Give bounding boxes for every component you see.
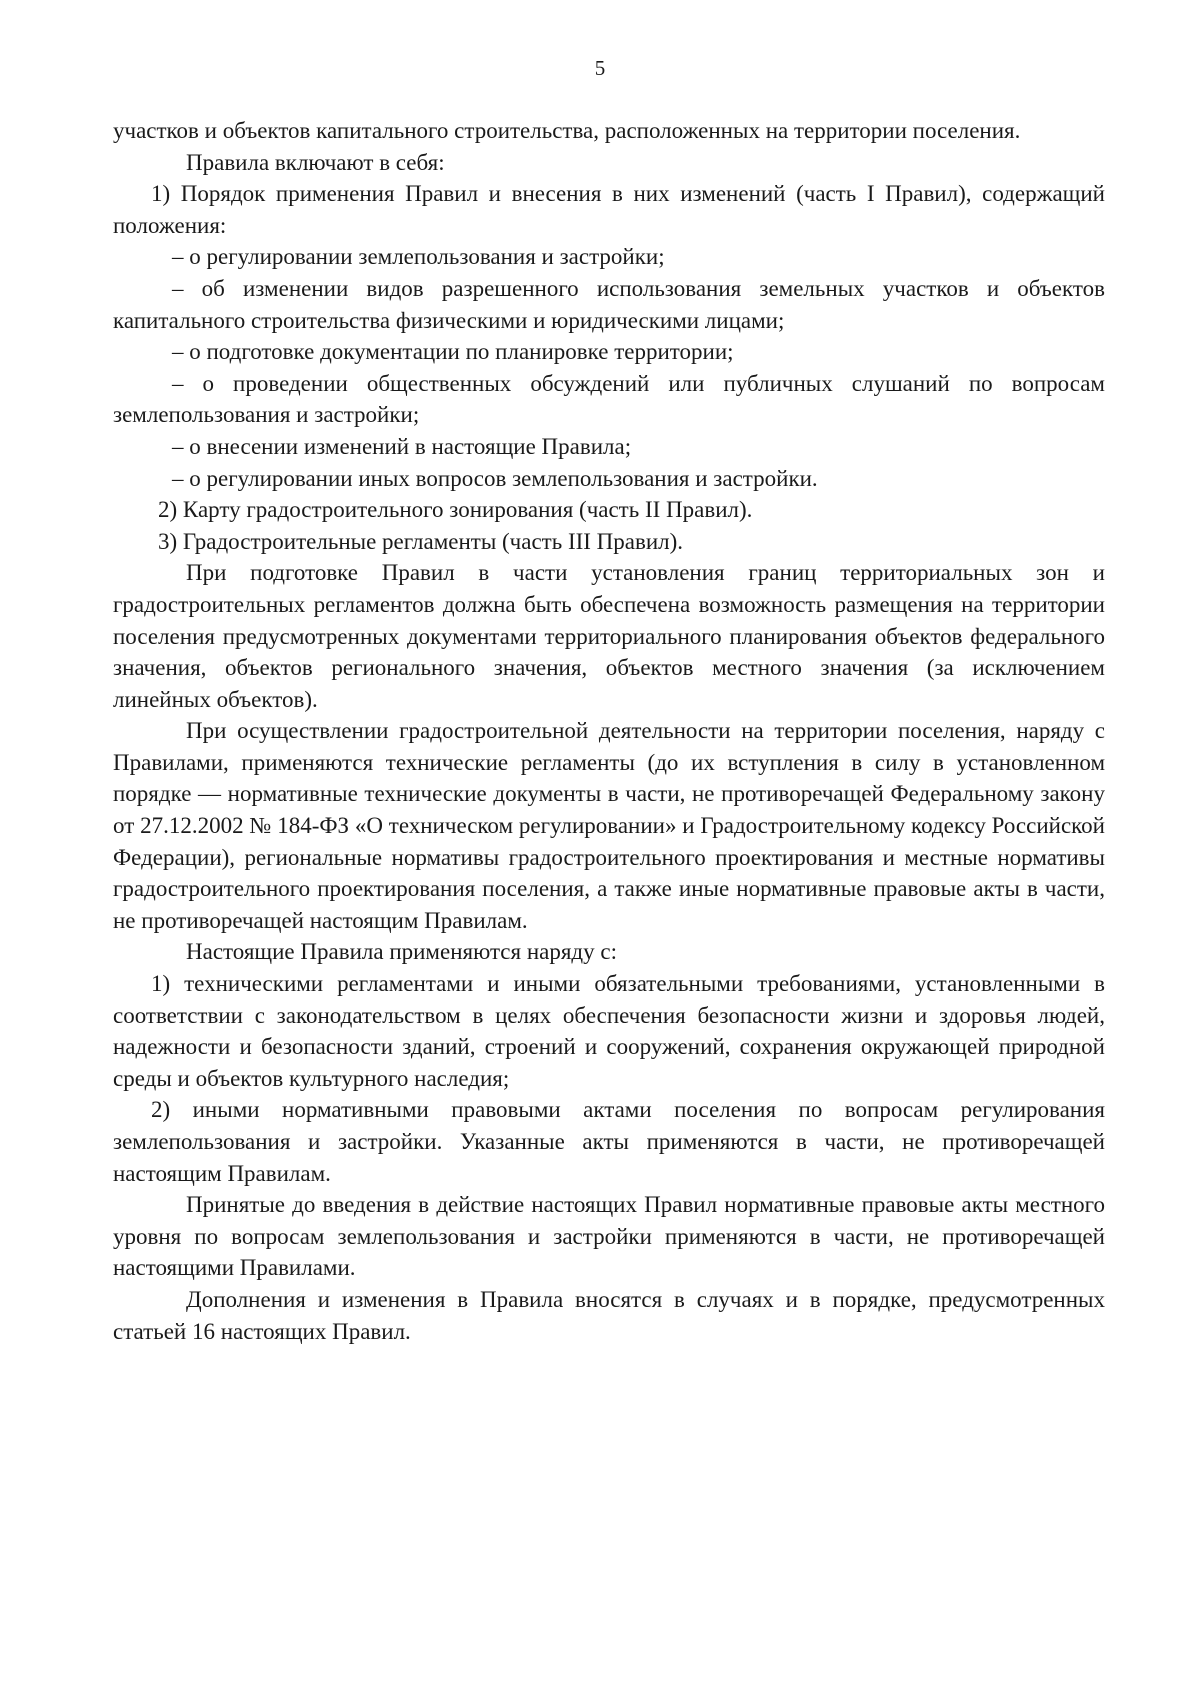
paragraph-continuation: участков и объектов капитального строительства, расположенных на территории поселения.	[113, 118, 1021, 143]
dash-item-amendments: – о внесении изменений в настоящие Правила;	[172, 433, 632, 459]
list-item-part-2: 2) Карту градостроительного зонирования (часть II Правил).	[158, 497, 753, 523]
list-item-other-acts: 2) иными нормативными правовыми актами поселения по вопросам регулирования землепользования и застройки. Указанные акты применяются в части, не противоречащей настоящим Правилам.	[113, 1097, 1105, 1186]
dash-item-public-hearings: – о проведении общественных обсуждений или публичных слушаний по вопросам землепользования и застройки;	[113, 370, 1105, 428]
paragraph-preparation: При подготовке Правил в части установления границ территориальных зон и градостроительных регламентов должна быть обеспечена возможность размещения на территории поселения предусмотренных документами территориального планирования объектов федерального значения, объектов регионального значения, объектов местного значения (за исключением линейных объектов).	[113, 560, 1105, 712]
paragraph-implementation: При осуществлении градостроительной деятельности на территории поселения, наряду с Правилами, применяются технические регламенты (до их вступления в силу в установленном порядке — нормативные технические документы в части, не противоречащей Федеральному закону от 27.12.2002 № 184-ФЗ «О техническом регулировании» и Градостроительному кодексу Российской Федерации), региональные нормативы градостроительного проектирования и местные нормативы градостроительного проектирования поселения, а также иные нормативные правовые акты в части, не противоречащей настоящим Правилам.	[113, 718, 1105, 933]
dash-item-other-issues: – о регулировании иных вопросов землепользования и застройки.	[172, 465, 818, 491]
list-item-tech-regulations: 1) техническими регламентами и иными обязательными требованиями, установленными в соответствии с законодательством в целях обеспечения безопасности жизни и здоровья людей, надежности и безопасности зданий, строений и сооружений, сохранения окружающей природной среды и объектов культурного наследия;	[113, 971, 1105, 1091]
page-number: 5	[594, 56, 606, 80]
paragraph-applied-along: Настоящие Правила применяются наряду с:	[186, 939, 617, 965]
list-item-part-3: 3) Градостроительные регламенты (часть III Правил).	[158, 528, 684, 554]
paragraph-amendments: Дополнения и изменения в Правила вносятся в случаях и в порядке, предусмотренных статьей 16 настоящих Правил.	[113, 1286, 1105, 1344]
dash-item-land-use-change: – об изменении видов разрешенного использования земельных участков и объектов капитального строительства физическими и юридическими лицами;	[113, 275, 1105, 333]
paragraph-rules-include: Правила включают в себя:	[186, 149, 445, 175]
list-item-part-1: 1) Порядок применения Правил и внесения в них изменений (часть I Правил), содержащий положения:	[113, 181, 1105, 238]
document-body	[113, 115, 1105, 1347]
dash-item-planning-docs: – о подготовке документации по планировке территории;	[172, 339, 734, 365]
dash-item-regulation: – о регулировании землепользования и застройки;	[172, 244, 665, 270]
paragraph-prior-acts: Принятые до введения в действие настоящих Правил нормативные правовые акты местного уровня по вопросам землепользования и застройки применяются в части, не противоречащей настоящими Правилами.	[113, 1192, 1105, 1281]
